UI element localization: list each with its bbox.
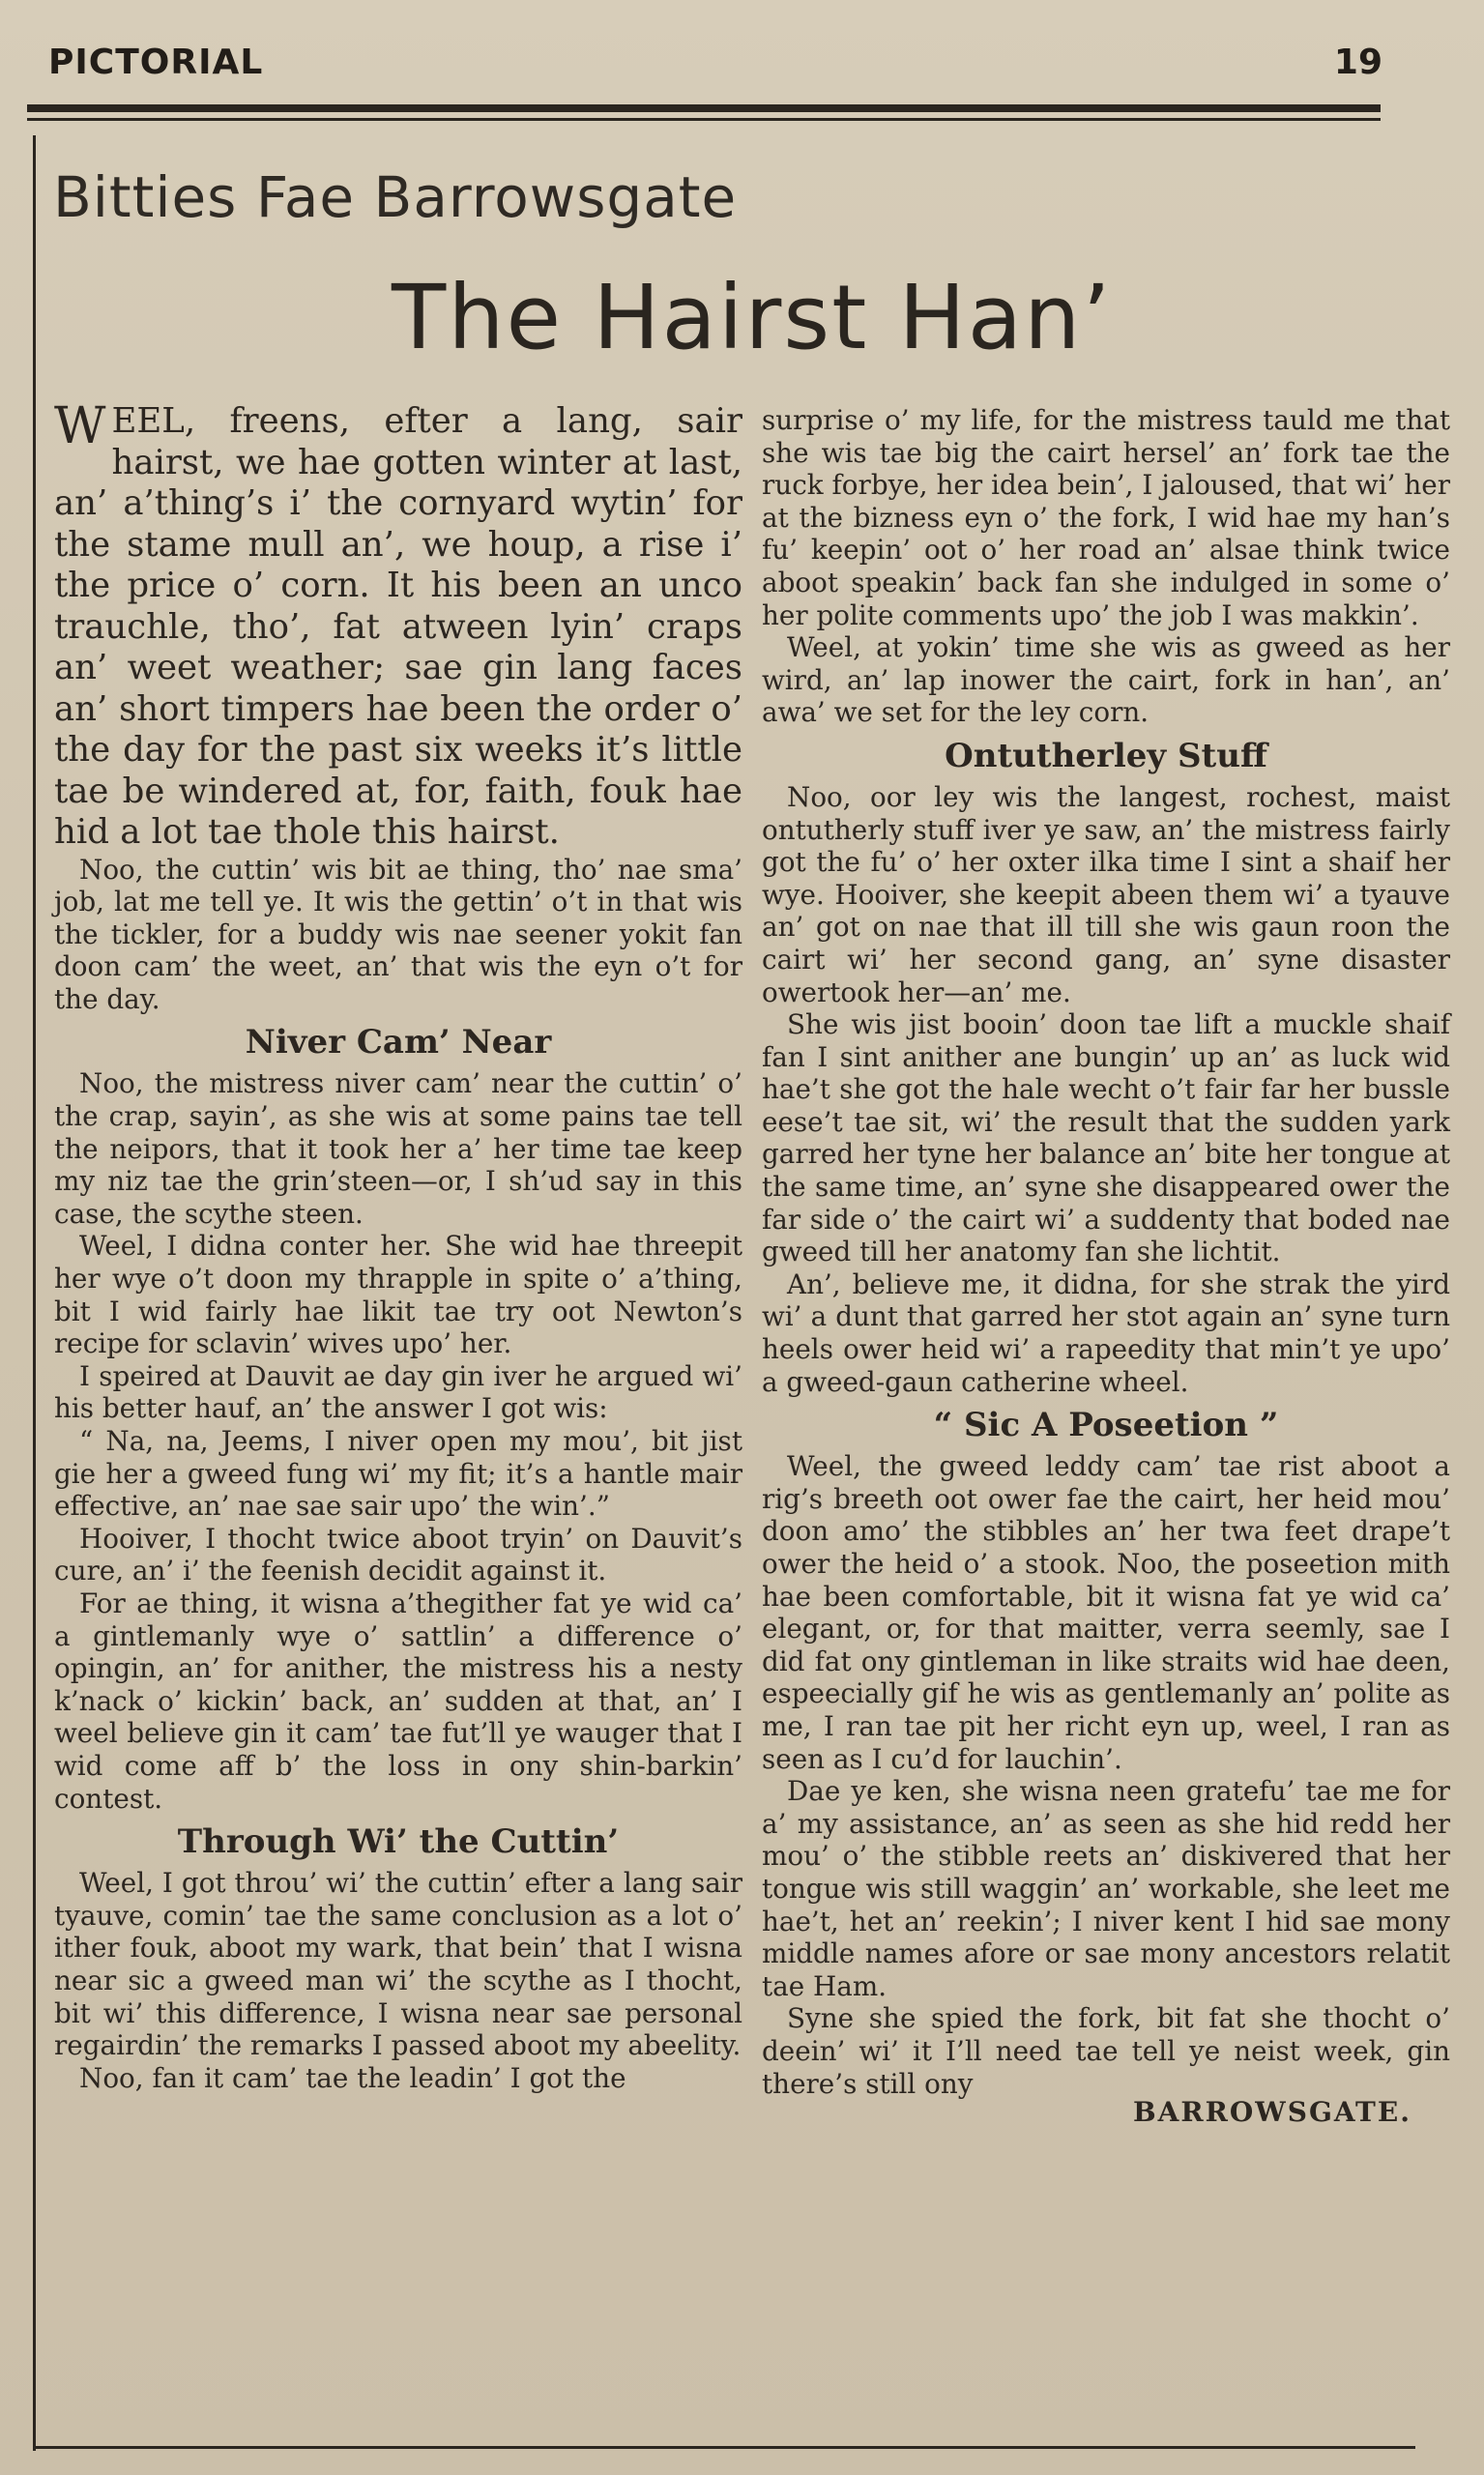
page-number: 19 (1333, 43, 1382, 82)
section-name: PICTORIAL (48, 43, 264, 82)
paragraph: Noo, oor ley wis the langest, rochest, maist ontutherly stuff iver ye saw, an’ the mistress fairly got the fu’ o’ her oxter ilka time I sint a shaif her wye. Hooiver, she keepit abeen them wi’ a tyauve an’ got on nae that ill till she wis gaun roon the cairt wi’ her second gang, an’ syne disaster owertook her—an’ me. (762, 780, 1450, 1008)
paragraph: I speired at Dauvit ae day gin iver he argued wi’ his better hauf, an’ the answer I got wis: (54, 1359, 742, 1425)
lead-text: EEL, freens, efter a lang, sair hairst, we hae gotten winter at last, an’ a’thing’s i’ the cornyard wytin’ for the stame mull an’, we houp, a rise i’ the price o’ corn. It his been an unco trauchle, tho’, fat atween lyin’ craps an’ weet weather; sae gin lang faces an’ short timpers hae been the order o’ the day for the past six weeks it’s little tae be windered at, for, faith, fouk hae hid a lot tae thole this hairst. (54, 401, 742, 852)
subheading: Ontutherley Stuff (945, 736, 1267, 775)
article-title: The Hairst Han’ (392, 266, 1113, 369)
article-column-right (762, 404, 1450, 2129)
paragraph: She wis jist booin’ doon tae lift a muckle shaif fan I sint anither ane bungin’ up an’ as luck wid hae’t she got the hale wecht o’t fair far her bussle eese’t tae sit, wi’ the result that the sudden yark garred her tyne her balance an’ bite her tongue at the same time, an’ syne she disappeared ower the far side o’ the cairt wi’ a suddenty that boded nae gweed till her anatomy fan she lichtit. (762, 1008, 1450, 1268)
paragraph: Noo, fan it cam’ tae the leadin’ I got the (79, 2061, 626, 2094)
masthead (48, 43, 1382, 91)
masthead-rule-thin (27, 118, 1381, 121)
left-border-rule (33, 135, 36, 2451)
article-kicker: Bitties Fae Barrowsgate (53, 164, 738, 230)
author-signature: BARROWSGATE. (1132, 2096, 1411, 2129)
subheading: “ Sic A Poseetion ” (933, 1406, 1279, 1445)
subheading: Niver Cam’ Near (245, 1023, 552, 1063)
paragraph: An’, believe me, it didna, for she strak the yird wi’ a dunt that garred her stot again an’ syne turn heels ower heid wi’ a rapeedity that min’t ye upo’ a gweed-gaun catherine wheel. (762, 1267, 1450, 1398)
paragraph: Weel, at yokin’ time she wis as gweed as her wird, an’ lap inower the cairt, fork in han’, an’ awa’ we set for the ley corn. (762, 631, 1450, 729)
paragraph: Weel, I didna conter her. She wid hae threepit her wye o’t doon my thrapple in spite o’ a’thing, bit I wid fairly hae likit tae try oot Newton’s recipe for sclavin’ wives upo’ her. (54, 1230, 742, 1360)
paragraph: Syne she spied the fork, bit fat she thocht o’ deein’ wi’ it I’ll need tae tell ye neist week, gin there’s still ony (762, 2002, 1450, 2100)
paragraph: Noo, the mistress niver cam’ near the cuttin’ o’ the crap, sayin’, as she wis at some pains tae tell the neipors, that it took her a’ her time tae keep my niz tae the grin’steen—or, I sh’ud say in this case, the scythe steen. (54, 1067, 742, 1230)
paragraph: Dae ye ken, she wisna neen gratefu’ tae me for a’ my assistance, an’ as seen as she hid redd her mou’ o’ the stibble reets an’ diskivered that her tongue wis still waggin’ an’ workable, she leet me hae’t, het an’ reekin’; I niver kent I hid sae mony middle names afore or sae mony ancestors relatit tae Ham. (762, 1775, 1450, 2002)
lead-paragraph (54, 397, 742, 854)
subheading: Through Wi’ the Cuttin’ (177, 1822, 620, 1862)
article-column-left (54, 397, 742, 2094)
paragraph: For ae thing, it wisna a’thegither fat ye wid ca’ a gintlemanly wye o’ sattlin’ a difference o’ opingin, an’ for anither, the mistress his a nesty k’nack o’ kickin’ back, an’ sudden at that, an’ I weel believe gin it cam’ tae fut’ll ye wauger that I wid come aff b’ the loss in ony shin-barkin’ contest. (54, 1587, 742, 1815)
paragraph: Weel, I got throu’ wi’ the cuttin’ efter a lang sair tyauve, comin’ tae the same conclusion as a lot o’ ither fouk, aboot my wark, that bein’ that I wisna near sic a gweed man wi’ the scythe as I thocht, bit wi’ this difference, I wisna near sae personal regairdin’ the remarks I passed aboot my abeelity. (54, 1867, 742, 2062)
paragraph: surprise o’ my life, for the mistress tauld me that she wis tae big the cairt hersel’ an’ fork tae the ruck forbye, her idea bein’, I jaloused, that wi’ her at the bizness eyn o’ the fork, I wid hae my han’s fu’ keepin’ oot o’ her road an’ alsae think twice aboot speakin’ back fan she indulged in some o’ her polite comments upo’ the job I was makkin’. (762, 404, 1450, 631)
paragraph: Weel, the gweed leddy cam’ tae rist aboot a rig’s breeth oot ower fae the cairt, her heid mou’ doon amo’ the stibbles an’ her twa feet drape’t ower the heid o’ a stook. Noo, the poseetion mith hae been comfortable, bit it wisna fat ye wid ca’ elegant, or, for that maitter, verra seemly, sae I did fat ony gintleman in like straits wid hae deen, espeecially gif he wis as gentlemanly an’ polite as me, I ran tae pit her richt eyn up, weel, I ran as seen as I cu’d for lauchin’. (762, 1450, 1450, 1775)
paragraph: Hooiver, I thocht twice aboot tryin’ on Dauvit’s cure, an’ i’ the feenish decidit against it. (54, 1522, 742, 1587)
masthead-rule-thick (27, 104, 1381, 112)
paragraph: “ Na, na, Jeems, I niver open my mou’, bit jist gie her a gweed fung wi’ my fit; it’s a hantle mair effective, an’ nae sae sair upo’ the win’.” (54, 1425, 742, 1523)
bottom-rule (33, 2446, 1415, 2449)
paragraph: Noo, the cuttin’ wis bit ae thing, tho’ nae sma’ job, lat me tell ye. It wis the gettin’ o’t in that wis the tickler, for a buddy wis nae seener yokit fan doon cam’ the weet, an’ that wis the eyn o’t for the day. (54, 853, 742, 1015)
drop-cap: W (54, 397, 106, 455)
